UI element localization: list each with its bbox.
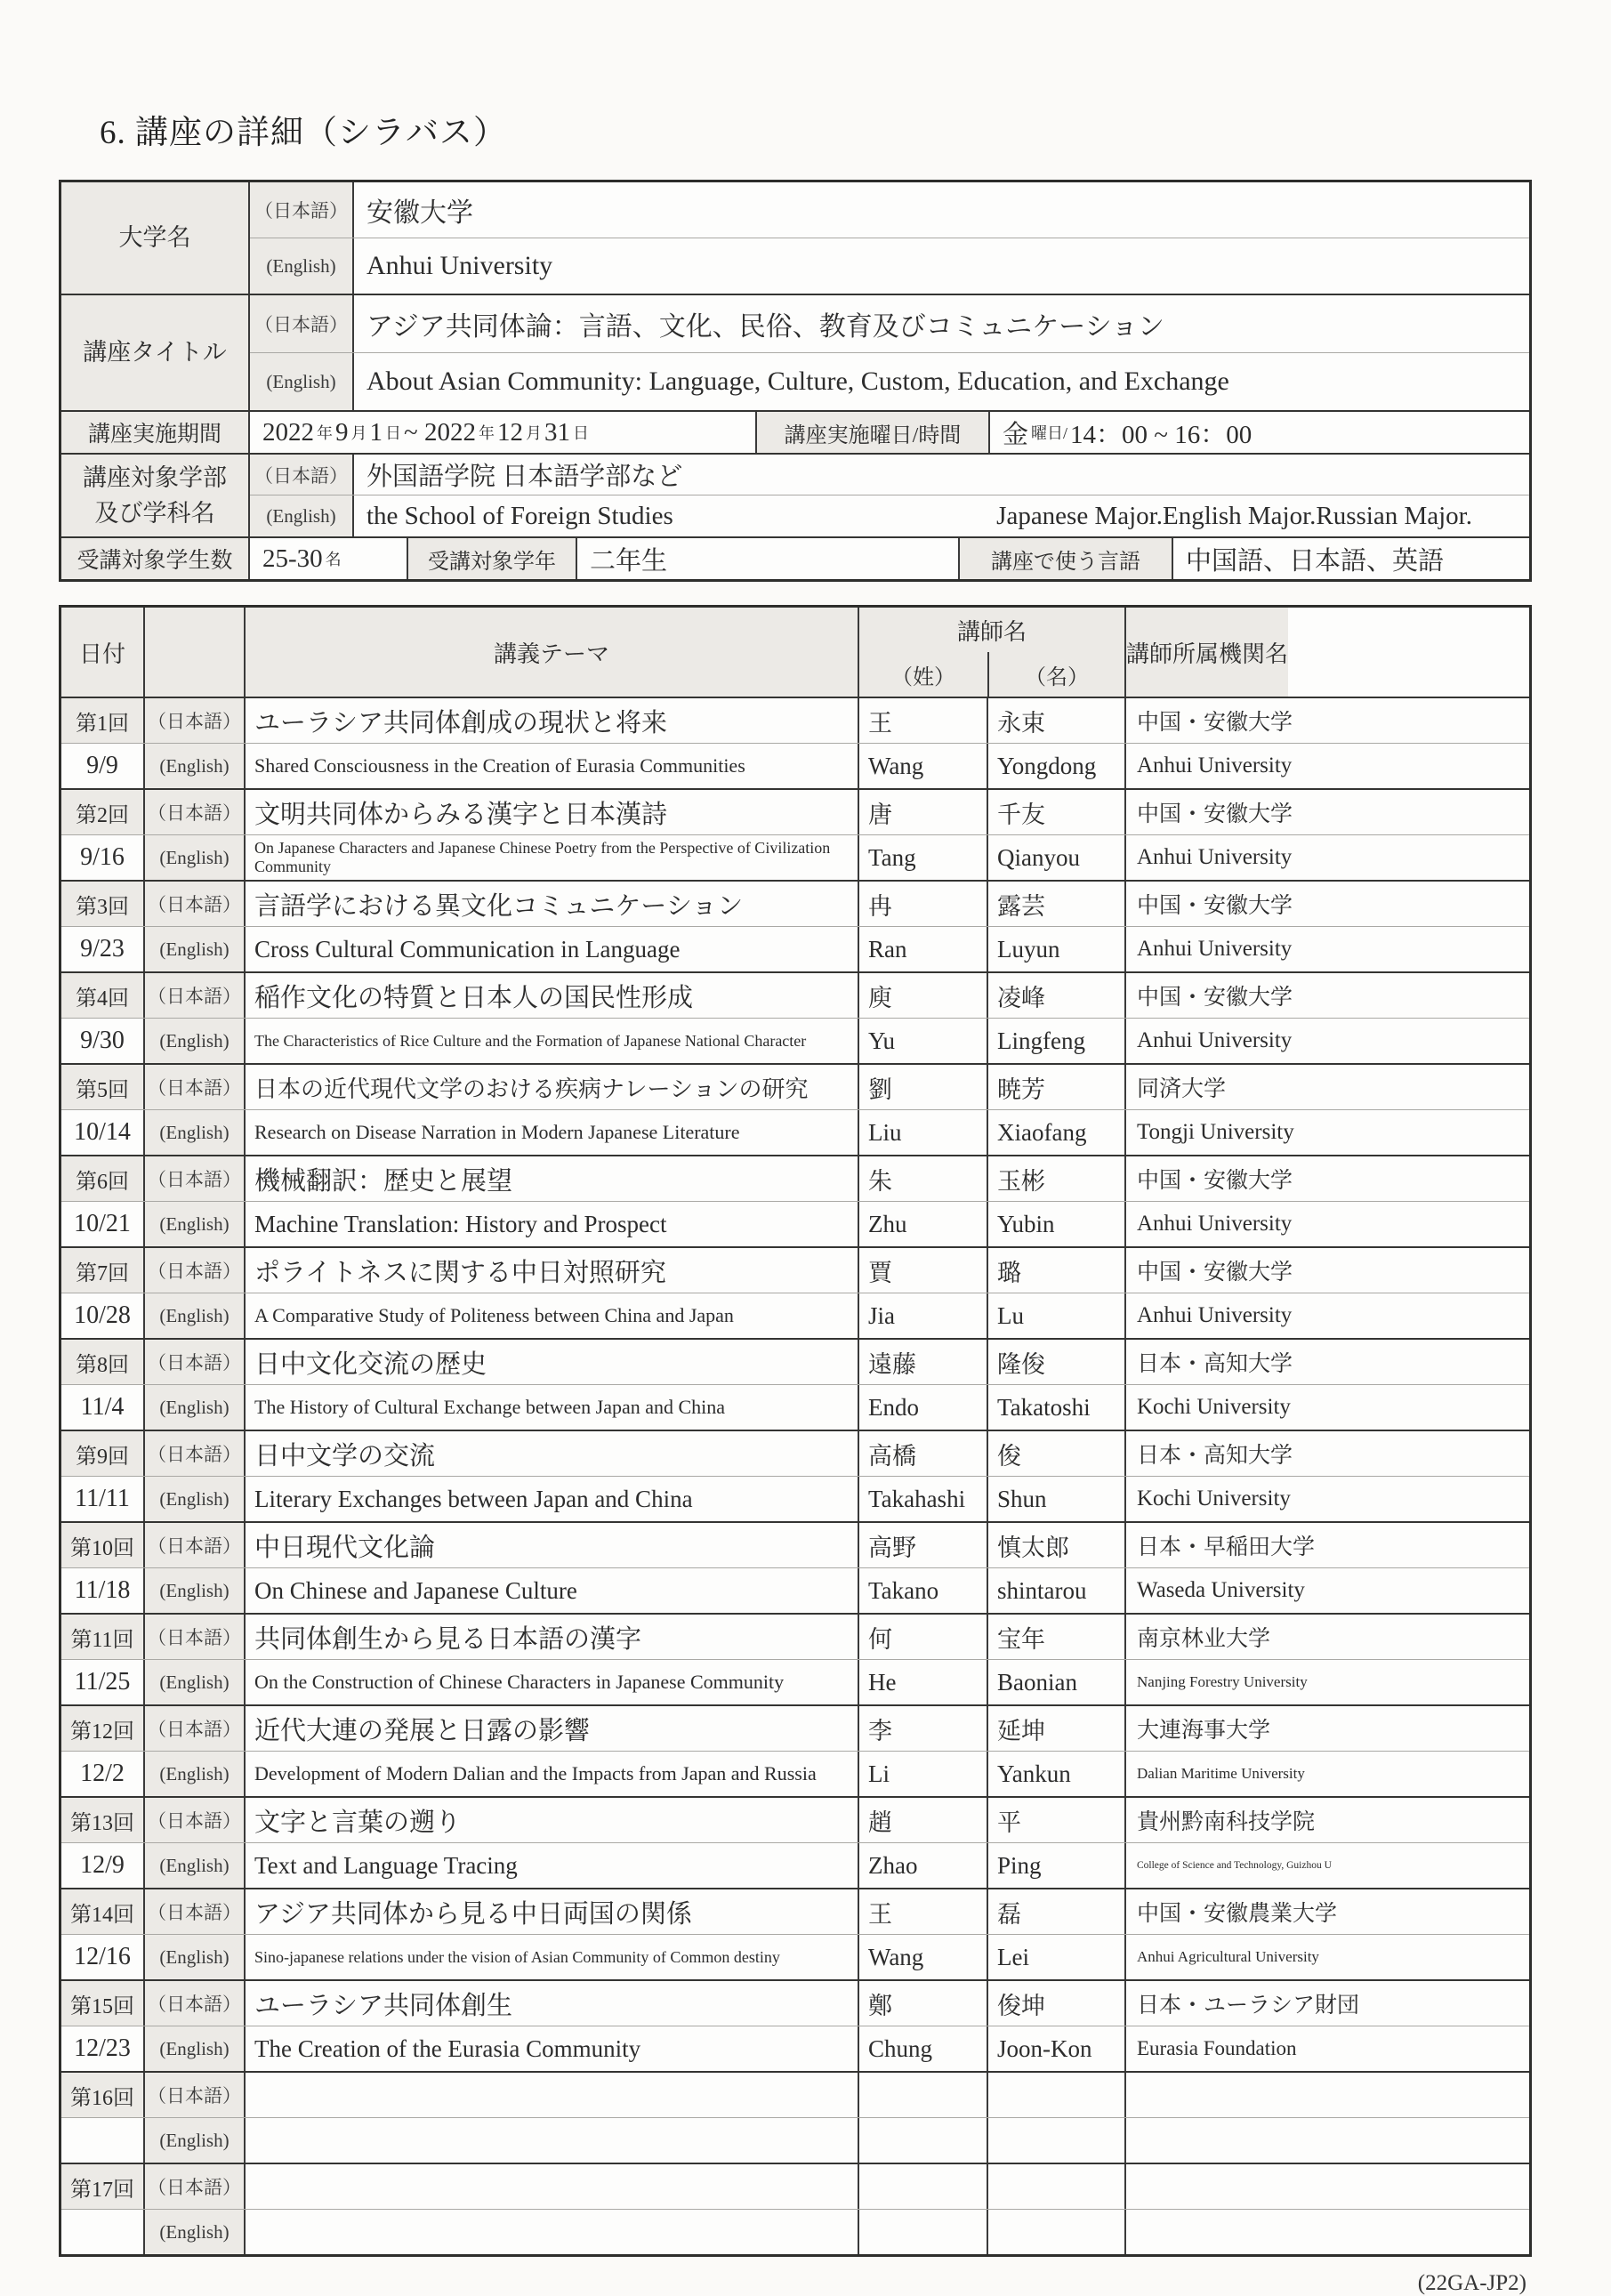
session-block — [61, 971, 1529, 1063]
grade-value: 二年生 — [576, 538, 958, 579]
session-ja-tag: （日本語） — [143, 1706, 244, 1751]
lecturer-givenname-en: Yubin — [987, 1202, 1124, 1246]
session-ja-tag: （日本語） — [143, 2164, 244, 2209]
session-en-tag: (English) — [143, 744, 244, 788]
lecturer-surname-ja: 冉 — [858, 882, 987, 926]
lecturer-surname-en — [858, 2210, 987, 2254]
lecturer-givenname-en — [987, 2118, 1124, 2163]
session-ja-tag: （日本語） — [143, 1156, 244, 1201]
session-ja-tag: （日本語） — [143, 1889, 244, 1934]
session-ja-tag: （日本語） — [143, 1340, 244, 1384]
session-date: 11/18 — [74, 1576, 131, 1604]
session-theme-en: On Japanese Characters and Japanese Chinese Poetry from the Perspective of Civilization Community — [244, 835, 858, 880]
session-ja-tag: （日本語） — [143, 698, 244, 743]
session-date — [61, 2210, 143, 2254]
affiliation-en: Kochi University — [1124, 1477, 1291, 1521]
lecturer-surname-ja: 李 — [858, 1706, 987, 1751]
session-theme-ja: アジア共同体から見る中日両国の関係 — [244, 1889, 858, 1934]
lecturer-surname-ja: 何 — [858, 1615, 987, 1659]
grade-label: 受講対象学年 — [407, 538, 576, 579]
header-affiliation: 講師所属機関名 — [1124, 608, 1288, 697]
lecturer-givenname-ja: 永束 — [987, 698, 1124, 743]
affiliation-ja: 南京林业大学 — [1124, 1615, 1270, 1659]
session-en-tag: (English) — [143, 2118, 244, 2163]
session-block — [61, 698, 1529, 788]
lecturer-givenname-en: Takatoshi — [987, 1385, 1124, 1430]
lecturer-surname-en: Liu — [858, 1110, 987, 1155]
session-number: 第4回 — [61, 973, 143, 1018]
lecturer-surname-ja — [858, 2073, 987, 2117]
affiliation-ja: 日本・高知大学 — [1124, 1431, 1293, 1476]
document-code: (22GA-JP2) — [1417, 2271, 1526, 2295]
affiliation-en: Dalian Maritime University — [1124, 1752, 1305, 1796]
affiliation-ja: 中国・安徽大学 — [1124, 1248, 1293, 1293]
lecturer-givenname-ja — [987, 2073, 1124, 2117]
session-block — [61, 2163, 1529, 2254]
session-number: 第11回 — [61, 1615, 143, 1659]
session-date: 12/23 — [74, 2034, 131, 2062]
session-date: 11/25 — [74, 1668, 131, 1696]
session-number: 第6回 — [61, 1156, 143, 1201]
affiliation-ja: 中国・安徽農業大学 — [1124, 1889, 1337, 1934]
affiliation-en — [1124, 2210, 1137, 2254]
japanese-tag: （日本語） — [250, 455, 352, 495]
lecturer-givenname-ja: 露芸 — [987, 882, 1124, 926]
session-number: 第14回 — [61, 1889, 143, 1934]
lecturer-givenname-en: Yankun — [987, 1752, 1124, 1796]
session-date: 9/30 — [80, 1027, 125, 1054]
affiliation-ja — [1124, 2073, 1137, 2117]
lecturer-surname-en: Ran — [858, 927, 987, 971]
session-date: 9/16 — [80, 843, 125, 871]
header-surname: （姓） — [891, 665, 956, 689]
lecturer-surname-ja: 唐 — [858, 790, 987, 834]
affiliation-ja: 貴州黔南科技学院 — [1124, 1798, 1315, 1842]
students-section — [61, 536, 1529, 579]
lecturer-surname-ja: 高野 — [858, 1523, 987, 1567]
session-date: 11/4 — [80, 1393, 125, 1421]
header-lecturer — [858, 608, 1124, 697]
lecturer-surname-ja: 鄭 — [858, 1981, 987, 2026]
header-lecturer-name: 講師名 — [956, 618, 1027, 645]
session-en-tag: (English) — [143, 2210, 244, 2254]
session-block — [61, 1430, 1529, 1521]
lecturer-givenname-en: Xiaofang — [987, 1110, 1124, 1155]
session-date: 10/14 — [74, 1118, 131, 1146]
affiliation-en: Kochi University — [1124, 1385, 1291, 1430]
affiliation-ja — [1124, 2164, 1137, 2209]
session-date: 9/23 — [80, 935, 125, 963]
session-ja-tag: （日本語） — [143, 1065, 244, 1109]
session-en-tag: (English) — [143, 927, 244, 971]
session-en-tag: (English) — [143, 1110, 244, 1155]
lecturer-givenname-en: Joon-Kon — [987, 2026, 1124, 2071]
session-block — [61, 1796, 1529, 1888]
students-label: 受講対象学生数 — [61, 538, 248, 579]
lecturer-givenname-ja: 千友 — [987, 790, 1124, 834]
session-theme-en: Sino-japanese relations under the vision of Asian Community of Common destiny — [244, 1935, 858, 1979]
affiliation-ja: 同済大学 — [1124, 1065, 1226, 1109]
university-section — [61, 182, 1529, 294]
session-theme-en: The Characteristics of Rice Culture and the Formation of Japanese National Character — [244, 1019, 858, 1063]
header-date: 日付 — [61, 608, 143, 697]
affiliation-en: College of Science and Technology, Guizhou U — [1124, 1843, 1332, 1888]
lecturer-givenname-ja: 隆俊 — [987, 1340, 1124, 1384]
session-theme-ja: 日中文学の交流 — [244, 1431, 858, 1476]
session-theme-ja: 日本の近代現代文学のおける疾病ナレーションの研究 — [244, 1065, 858, 1109]
session-en-tag: (English) — [143, 1843, 244, 1888]
affiliation-ja: 日本・ユーラシア財団 — [1124, 1981, 1359, 2026]
session-date: 12/9 — [80, 1851, 125, 1879]
session-theme-ja: ユーラシア共同体創成の現状と将来 — [244, 698, 858, 743]
session-theme-en: The History of Cultural Exchange between Japan and China — [244, 1385, 858, 1430]
session-list — [61, 698, 1529, 2254]
affiliation-ja: 日本・高知大学 — [1124, 1340, 1293, 1384]
lecturer-givenname-en: Qianyou — [987, 835, 1124, 880]
session-en-tag: (English) — [143, 1293, 244, 1338]
session-ja-tag: （日本語） — [143, 973, 244, 1018]
lecturer-givenname-en: Ping — [987, 1843, 1124, 1888]
session-theme-en — [244, 2210, 858, 2254]
session-number: 第2回 — [61, 790, 143, 834]
faculty-label — [61, 455, 248, 536]
university-name-ja: 安徽大学 — [352, 182, 1529, 238]
affiliation-en: Anhui University — [1124, 927, 1292, 971]
session-theme-ja: 文明共同体からみる漢字と日本漢詩 — [244, 790, 858, 834]
lecturer-givenname-en: Baonian — [987, 1660, 1124, 1704]
session-ja-tag: （日本語） — [143, 790, 244, 834]
session-number: 第3回 — [61, 882, 143, 926]
session-en-tag: (English) — [143, 1660, 244, 1704]
lecturer-surname-en — [858, 2118, 987, 2163]
lecturer-surname-en: Endo — [858, 1385, 987, 1430]
lecturer-givenname-ja: 暁芳 — [987, 1065, 1124, 1109]
faculty-section — [61, 453, 1529, 536]
session-ja-tag: （日本語） — [143, 2073, 244, 2117]
session-number: 第12回 — [61, 1706, 143, 1751]
session-block — [61, 1704, 1529, 1796]
weekday-time-label: 講座実施曜日/時間 — [755, 412, 988, 453]
faculty-label-line2: 及び学科名 — [94, 500, 215, 527]
english-tag: (English) — [250, 353, 352, 410]
session-en-tag: (English) — [143, 2026, 244, 2071]
english-tag: (English) — [250, 238, 352, 294]
session-ja-tag: （日本語） — [143, 1248, 244, 1293]
lecturer-surname-ja — [858, 2164, 987, 2209]
session-en-tag: (English) — [143, 1752, 244, 1796]
header-tag-spacer — [143, 608, 244, 697]
course-info-table — [59, 180, 1532, 582]
lecturer-givenname-en: Lei — [987, 1935, 1124, 1979]
affiliation-ja: 中国・安徽大学 — [1124, 973, 1293, 1018]
session-theme-ja: 日中文化交流の歴史 — [244, 1340, 858, 1384]
session-theme-en: Literary Exchanges between Japan and China — [244, 1477, 858, 1521]
lecturer-givenname-ja: 玉彬 — [987, 1156, 1124, 1201]
session-theme-ja — [244, 2073, 858, 2117]
lecturer-givenname-en: Yongdong — [987, 744, 1124, 788]
affiliation-en: Anhui University — [1124, 744, 1292, 788]
session-block — [61, 1888, 1529, 1979]
english-tag: (English) — [250, 495, 352, 536]
lecturer-surname-en: Yu — [858, 1019, 987, 1063]
session-number: 第9回 — [61, 1431, 143, 1476]
session-date: 12/2 — [80, 1760, 125, 1787]
session-en-tag: (English) — [143, 835, 244, 880]
session-theme-en: Development of Modern Dalian and the Impacts from Japan and Russia — [244, 1752, 858, 1796]
lecturer-surname-en: Zhu — [858, 1202, 987, 1246]
language-label: 講座で使う言語 — [958, 538, 1172, 579]
lecturer-surname-en: Tang — [858, 835, 987, 880]
lecturer-surname-ja: 遠藤 — [858, 1340, 987, 1384]
course-title-section — [61, 294, 1529, 410]
lecturer-givenname-ja: 俊坤 — [987, 1981, 1124, 2026]
period-section — [61, 410, 1529, 453]
lecturer-surname-en: Takahashi — [858, 1477, 987, 1521]
lecturer-givenname-ja — [987, 2164, 1124, 2209]
lecturer-givenname-en — [987, 2210, 1124, 2254]
lecturer-givenname-ja: 俊 — [987, 1431, 1124, 1476]
affiliation-ja: 中国・安徽大学 — [1124, 790, 1293, 834]
lecturer-surname-en: Zhao — [858, 1843, 987, 1888]
lecturer-givenname-ja: 宝年 — [987, 1615, 1124, 1659]
session-en-tag: (English) — [143, 1935, 244, 1979]
session-number: 第16回 — [61, 2073, 143, 2117]
session-ja-tag: （日本語） — [143, 1798, 244, 1842]
lecturer-givenname-en: Lingfeng — [987, 1019, 1124, 1063]
affiliation-ja: 日本・早稲田大学 — [1124, 1523, 1315, 1567]
session-date: 10/21 — [74, 1210, 131, 1237]
session-block — [61, 1155, 1529, 1246]
period-value: 2022 年 9 月 1 日 ~ 2022 年 12 月 31 日 — [248, 412, 755, 453]
session-theme-en: Shared Consciousness in the Creation of Eurasia Communities — [244, 744, 858, 788]
session-en-tag: (English) — [143, 1019, 244, 1063]
session-theme-ja: 稲作文化の特質と日本人の国民性形成 — [244, 973, 858, 1018]
course-title-label: 講座タイトル — [61, 295, 248, 410]
lecturer-givenname-en: Luyun — [987, 927, 1124, 971]
period-label: 講座実施期間 — [61, 412, 248, 453]
lecturer-givenname-en: shintarou — [987, 1568, 1124, 1613]
faculty-en-majors: Japanese Major.English Major.Russian Major. — [996, 501, 1472, 530]
lecturer-surname-ja: 劉 — [858, 1065, 987, 1109]
lecturer-surname-ja: 王 — [858, 1889, 987, 1934]
session-en-tag: (English) — [143, 1202, 244, 1246]
header-theme: 講義テーマ — [244, 608, 858, 697]
session-theme-ja — [244, 2164, 858, 2209]
page-title: 6. 講座の詳細（シラバス） — [100, 115, 507, 151]
session-block — [61, 1979, 1529, 2071]
session-theme-ja: 中日現代文化論 — [244, 1523, 858, 1567]
university-label: 大学名 — [61, 182, 248, 294]
session-number: 第15回 — [61, 1981, 143, 2026]
lecturer-surname-en: Wang — [858, 1935, 987, 1979]
session-theme-en: Cross Cultural Communication in Language — [244, 927, 858, 971]
session-number: 第8回 — [61, 1340, 143, 1384]
course-title-ja: アジア共同体論：言語、文化、民俗、教育及びコミュニケーション — [352, 295, 1529, 352]
session-theme-en — [244, 2118, 858, 2163]
lecturer-givenname-en: Lu — [987, 1293, 1124, 1338]
session-theme-en: A Comparative Study of Politeness between China and Japan — [244, 1293, 858, 1338]
session-number: 第13回 — [61, 1798, 143, 1842]
session-number: 第1回 — [61, 698, 143, 743]
affiliation-ja: 中国・安徽大学 — [1124, 882, 1293, 926]
faculty-en-school: the School of Foreign Studies — [367, 501, 673, 530]
session-number: 第7回 — [61, 1248, 143, 1293]
schedule-table — [59, 605, 1532, 2257]
affiliation-en: Nanjing Forestry University — [1124, 1660, 1308, 1704]
session-ja-tag: （日本語） — [143, 882, 244, 926]
session-ja-tag: （日本語） — [143, 1523, 244, 1567]
japanese-tag: （日本語） — [250, 182, 352, 238]
session-theme-ja: 言語学における異文化コミュニケーション — [244, 882, 858, 926]
lecturer-surname-ja: 趙 — [858, 1798, 987, 1842]
japanese-tag: （日本語） — [250, 295, 352, 352]
lecturer-givenname-ja: 平 — [987, 1798, 1124, 1842]
affiliation-ja: 大連海事大学 — [1124, 1706, 1270, 1751]
session-theme-en: On the Construction of Chinese Characters in Japanese Community — [244, 1660, 858, 1704]
session-number: 第10回 — [61, 1523, 143, 1567]
affiliation-en: Anhui Agricultural University — [1124, 1935, 1319, 1979]
affiliation-en: Waseda University — [1124, 1568, 1305, 1613]
lecturer-surname-en: Takano — [858, 1568, 987, 1613]
affiliation-en: Anhui University — [1124, 1019, 1292, 1063]
session-number: 第17回 — [61, 2164, 143, 2209]
lecturer-surname-ja: 朱 — [858, 1156, 987, 1201]
affiliation-ja: 中国・安徽大学 — [1124, 1156, 1293, 1201]
session-block — [61, 788, 1529, 880]
session-date: 11/11 — [75, 1485, 130, 1512]
session-date — [61, 2118, 143, 2163]
weekday-time-value: 金 曜日/ 14：00 ~ 16：00 — [988, 412, 1529, 453]
affiliation-en — [1124, 2118, 1137, 2163]
session-block — [61, 1613, 1529, 1704]
session-theme-ja: 共同体創生から見る日本語の漢字 — [244, 1615, 858, 1659]
lecturer-givenname-ja: 璐 — [987, 1248, 1124, 1293]
lecturer-givenname-ja: 慎太郎 — [987, 1523, 1124, 1567]
session-block — [61, 1063, 1529, 1155]
lecturer-surname-en: Chung — [858, 2026, 987, 2071]
lecturer-givenname-ja: 磊 — [987, 1889, 1124, 1934]
session-en-tag: (English) — [143, 1568, 244, 1613]
affiliation-en: Anhui University — [1124, 1293, 1292, 1338]
affiliation-en: Eurasia Foundation — [1124, 2026, 1297, 2071]
session-theme-en: Research on Disease Narration in Modern Japanese Literature — [244, 1110, 858, 1155]
session-theme-en: The Creation of the Eurasia Community — [244, 2026, 858, 2071]
lecturer-surname-ja: 賈 — [858, 1248, 987, 1293]
session-block — [61, 880, 1529, 971]
session-block — [61, 2071, 1529, 2163]
session-theme-en: Machine Translation: History and Prospect — [244, 1202, 858, 1246]
lecturer-surname-en: Jia — [858, 1293, 987, 1338]
session-ja-tag: （日本語） — [143, 1431, 244, 1476]
session-block — [61, 1338, 1529, 1430]
faculty-en — [352, 495, 1529, 536]
lecturer-surname-ja: 王 — [858, 698, 987, 743]
course-title-en: About Asian Community: Language, Culture, Custom, Education, and Exchange — [352, 353, 1529, 410]
students-value: 25-30 名 — [248, 538, 407, 579]
lecturer-surname-en: Wang — [858, 744, 987, 788]
lecturer-surname-en: Li — [858, 1752, 987, 1796]
language-value: 中国語、日本語、英語 — [1172, 538, 1529, 579]
session-block — [61, 1246, 1529, 1338]
session-en-tag: (English) — [143, 1385, 244, 1430]
session-date: 10/28 — [74, 1301, 131, 1329]
lecturer-givenname-en: Shun — [987, 1477, 1124, 1521]
session-ja-tag: （日本語） — [143, 1615, 244, 1659]
affiliation-en: Tongji University — [1124, 1110, 1294, 1155]
lecturer-surname-ja: 高橋 — [858, 1431, 987, 1476]
affiliation-ja: 中国・安徽大学 — [1124, 698, 1293, 743]
session-en-tag: (English) — [143, 1477, 244, 1521]
session-number: 第5回 — [61, 1065, 143, 1109]
faculty-ja: 外国語学院 日本語学部など — [352, 455, 1529, 495]
university-name-en: Anhui University — [352, 238, 1529, 294]
faculty-label-line1: 講座対象学部 — [83, 463, 227, 491]
session-ja-tag: （日本語） — [143, 1981, 244, 2026]
session-theme-ja: ポライトネスに関する中日対照研究 — [244, 1248, 858, 1293]
session-date: 9/9 — [86, 752, 118, 779]
header-givenname: （名） — [987, 652, 1124, 697]
lecturer-givenname-ja: 延坤 — [987, 1706, 1124, 1751]
lecturer-surname-ja: 庾 — [858, 973, 987, 1018]
lecturer-givenname-ja: 凌峰 — [987, 973, 1124, 1018]
session-theme-ja: 文字と言葉の遡り — [244, 1798, 858, 1842]
lecturer-surname-en: He — [858, 1660, 987, 1704]
session-theme-ja: 機械翻訳：歴史と展望 — [244, 1156, 858, 1201]
session-block — [61, 1521, 1529, 1613]
affiliation-en: Anhui University — [1124, 1202, 1292, 1246]
session-theme-ja: 近代大連の発展と日露の影響 — [244, 1706, 858, 1751]
session-theme-en: Text and Language Tracing — [244, 1843, 858, 1888]
schedule-header-row — [61, 608, 1529, 698]
session-date: 12/16 — [74, 1943, 131, 1970]
session-theme-ja: ユーラシア共同体創生 — [244, 1981, 858, 2026]
session-theme-en: On Chinese and Japanese Culture — [244, 1568, 858, 1613]
affiliation-en: Anhui University — [1124, 835, 1292, 880]
